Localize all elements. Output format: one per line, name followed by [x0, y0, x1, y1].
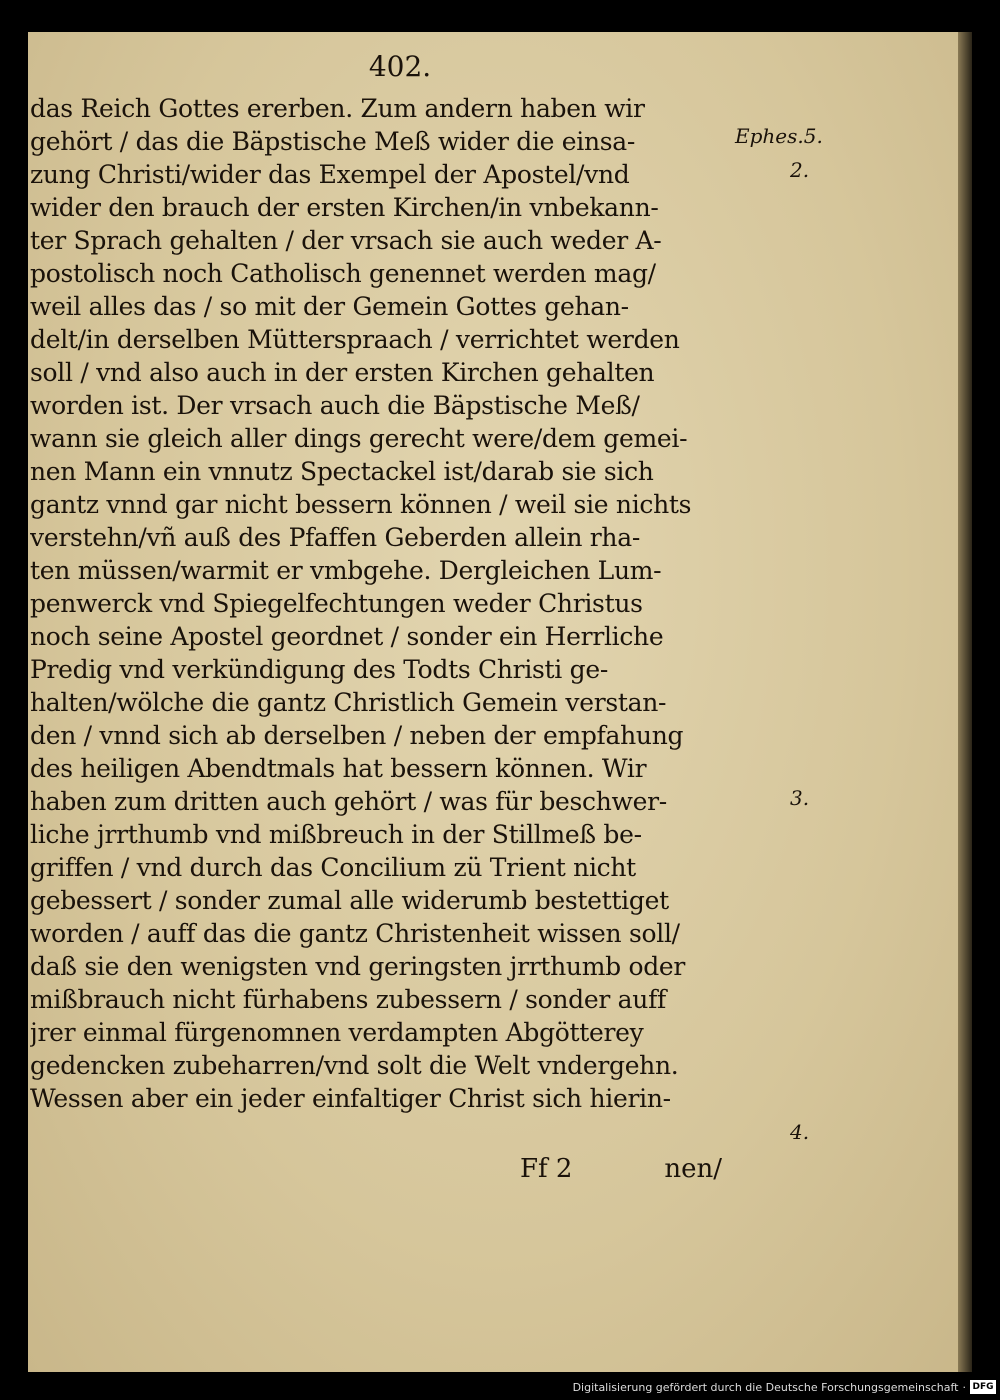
text-line: gedencken zubeharren/vnd solt die Welt vndergehn.	[30, 1051, 679, 1080]
text-line: noch seine Apostel geordnet / sonder ein Herrliche	[30, 622, 664, 651]
text-body	[30, 92, 730, 1115]
text-line: gantz vnnd gar nicht bessern können / weil sie nichts	[30, 490, 692, 519]
text-line: wann sie gleich aller dings gerecht were/dem gemei-	[30, 424, 688, 453]
text-line: ter Sprach gehalten / der vrsach sie auch weder A-	[30, 226, 662, 255]
text-line: zung Christi/wider das Exempel der Apostel/vnd	[30, 160, 630, 189]
text-line: gebessert / sonder zumal alle widerumb bestettiget	[30, 886, 669, 915]
text-line: liche jrrthumb vnd mißbreuch in der Stillmeß be-	[30, 820, 642, 849]
text-line: soll / vnd also auch in der ersten Kirchen gehalten	[30, 358, 655, 387]
text-line: wider den brauch der ersten Kirchen/in vnbekann-	[30, 193, 659, 222]
text-line: ten müssen/warmit er vmbgehe. Dergleichen Lum-	[30, 556, 662, 585]
text-line: das Reich Gottes ererben. Zum andern haben wir	[30, 94, 645, 123]
signature-mark: Ff 2	[520, 1154, 573, 1184]
footer-separator: ·	[962, 1380, 966, 1394]
footer-credit: Digitalisierung gefördert durch die Deutsche Forschungsgemeinschaft	[572, 1380, 959, 1394]
catchword: nen/	[664, 1154, 722, 1184]
margin-note-4: 4.	[790, 1120, 810, 1144]
page-gutter	[958, 32, 972, 1372]
margin-note-3: 3.	[790, 786, 810, 810]
text-line: delt/in derselben Mütterspraach / verrichtet werden	[30, 325, 680, 354]
catchword-row	[30, 1154, 730, 1190]
text-line: gehört / das die Bäpstische Meß wider die einsa-	[30, 127, 636, 156]
text-line: weil alles das / so mit der Gemein Gottes gehan-	[30, 292, 629, 321]
text-line: penwerck vnd Spiegelfechtungen weder Christus	[30, 589, 643, 618]
text-line: halten/wölche die gantz Christlich Gemein verstan-	[30, 688, 667, 717]
text-line: jrer einmal fürgenomnen verdampten Abgötterey	[30, 1018, 644, 1047]
text-line: Wessen aber ein jeder einfaltiger Christ sich hierin-	[30, 1084, 671, 1113]
text-line: des heiligen Abendtmals hat bessern können. Wir	[30, 754, 647, 783]
text-line: postolisch noch Catholisch genennet werden mag/	[30, 259, 656, 288]
digitization-footer	[573, 1378, 996, 1396]
page-number: 402.	[368, 50, 432, 83]
text-line: haben zum dritten auch gehört / was für beschwer-	[30, 787, 667, 816]
dfg-logo-icon: DFG	[970, 1380, 996, 1394]
text-line: verstehn/vñ auß des Pfaffen Geberden allein rha-	[30, 523, 640, 552]
margin-note-2: 2.	[790, 158, 810, 182]
text-line: worden / auff das die gantz Christenheit wissen soll/	[30, 919, 680, 948]
text-line: daß sie den wenigsten vnd geringsten jrrthumb oder	[30, 952, 686, 981]
text-line: griffen / vnd durch das Concilium zü Trient nicht	[30, 853, 636, 882]
text-line: worden ist. Der vrsach auch die Bäpstische Meß/	[30, 391, 640, 420]
margin-note-ephes: Ephes.5.	[735, 124, 823, 148]
text-line: mißbrauch nicht fürhabens zubessern / sonder auff	[30, 985, 666, 1014]
text-line: nen Mann ein vnnutz Spectackel ist/darab sie sich	[30, 457, 654, 486]
text-line: Predig vnd verkündigung des Todts Christi ge-	[30, 655, 608, 684]
text-line: den / vnnd sich ab derselben / neben der empfahung	[30, 721, 684, 750]
